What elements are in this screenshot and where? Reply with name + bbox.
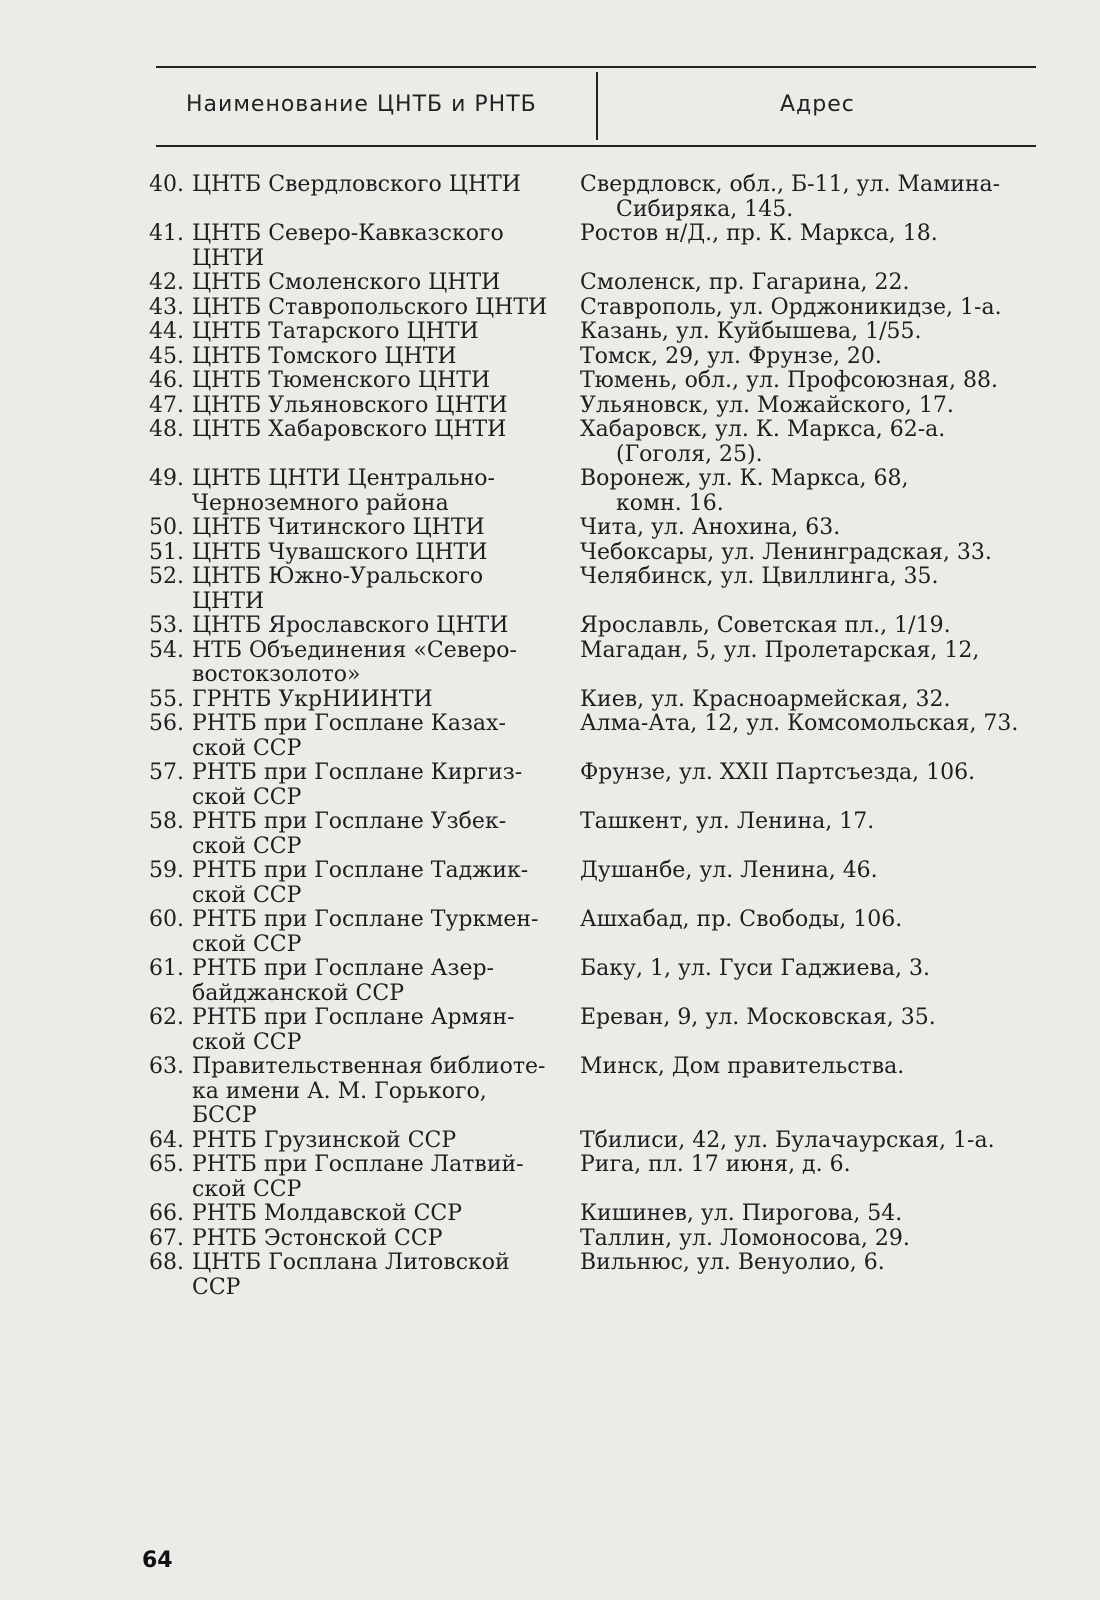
library-address-line: Тюмень, обл., ул. Профсоюзная, 88.: [580, 368, 999, 393]
library-address: [580, 712, 1040, 737]
library-name: [184, 418, 580, 443]
library-name: [184, 222, 580, 271]
library-name-line: ЦНТБ Томского ЦНТИ: [192, 343, 457, 369]
library-name-line: ЦНТБ Читинского ЦНТИ: [192, 515, 485, 540]
library-name: [184, 1227, 580, 1252]
row-number: 51.: [149, 539, 184, 565]
table-row: [140, 418, 1040, 467]
table-row: [140, 516, 1040, 541]
library-address: [580, 418, 1040, 467]
library-address: [580, 688, 1040, 713]
library-address-line: Хабаровск, ул. К. Маркса, 62-а.: [580, 417, 946, 442]
library-address-line: Фрунзе, ул. XXII Партсъезда, 106.: [580, 760, 976, 785]
library-address: [580, 614, 1040, 639]
library-address-line: Ереван, 9, ул. Московская, 35.: [580, 1005, 936, 1030]
row-number: 52.: [149, 564, 184, 589]
library-address: [580, 467, 1040, 516]
library-address: [580, 541, 1040, 566]
row-number: 46.: [149, 368, 184, 393]
library-name-line: ЦНТБ Ульяновского ЦНТИ: [192, 392, 508, 418]
table-row: [140, 271, 1040, 296]
library-name-line: Черноземного района: [192, 490, 449, 516]
library-address: [580, 1227, 1040, 1252]
library-name: [184, 859, 580, 908]
table-row: [140, 1202, 1040, 1227]
library-name: [184, 565, 580, 614]
library-name-line: ской ССР: [192, 735, 302, 761]
library-name-line: ЦНТБ Свердловского ЦНТИ: [192, 172, 521, 197]
library-address-line: Казань, ул. Куйбышева, 1/55.: [580, 319, 922, 344]
library-address: [580, 394, 1040, 419]
library-address-line: Сибиряка, 145.: [616, 196, 794, 222]
library-name-line: ЦНТБ Чувашского ЦНТИ: [192, 539, 488, 565]
library-address-line: Тбилиси, 42, ул. Булачаурская, 1-а.: [580, 1127, 995, 1153]
library-name-line: ЦНТИ: [192, 588, 265, 614]
row-number: 42.: [149, 270, 184, 295]
table-row: [140, 1055, 1040, 1129]
library-name-line: ЦНТБ Татарского ЦНТИ: [192, 319, 479, 344]
header-column-divider: [596, 72, 598, 140]
library-name-line: НТБ Объединения «Северо-: [192, 637, 517, 663]
library-name: [184, 957, 580, 1006]
library-name: [184, 908, 580, 957]
table-row: [140, 810, 1040, 859]
row-number: 54.: [149, 637, 184, 663]
library-name: [184, 320, 580, 345]
library-name-line: ской ССР: [192, 833, 302, 859]
table-row: [140, 1227, 1040, 1252]
library-name-line: ка имени А. М. Горького,: [192, 1078, 487, 1104]
library-name: [184, 173, 580, 198]
library-address-line: Алма-Ата, 12, ул. Комсомольская, 73.: [580, 711, 1019, 736]
library-name: [184, 1129, 580, 1154]
library-address-line: Вильнюс, ул. Венуолио, 6.: [580, 1250, 885, 1275]
table-row: [140, 712, 1040, 761]
library-address: [580, 810, 1040, 835]
library-name-line: РНТБ Грузинской ССР: [192, 1127, 457, 1153]
table-row: [140, 1153, 1040, 1202]
header-address-column: Адрес: [780, 92, 855, 117]
library-address: [580, 1055, 1040, 1080]
library-address-line: Смоленск, пр. Гагарина, 22.: [580, 270, 910, 295]
library-name-line: ЦНТБ ЦНТИ Центрально-: [192, 466, 495, 491]
row-number: 63.: [149, 1054, 184, 1079]
library-address: [580, 173, 1040, 222]
library-name-line: ЦНТБ Ставропольского ЦНТИ: [192, 294, 548, 320]
library-name-line: ской ССР: [192, 1029, 302, 1055]
table-row: [140, 320, 1040, 345]
row-number: 65.: [149, 1152, 184, 1177]
library-name-line: ГРНТБ УкрНИИНТИ: [192, 686, 433, 712]
library-name: [184, 516, 580, 541]
library-address: [580, 908, 1040, 933]
library-address-line: Киев, ул. Красноармейская, 32.: [580, 686, 951, 712]
library-address: [580, 565, 1040, 590]
row-number: 47.: [149, 392, 184, 418]
row-number: 61.: [149, 956, 184, 981]
library-name-line: ЦНТБ Тюменского ЦНТИ: [192, 368, 491, 393]
page-number: 64: [142, 1548, 173, 1573]
library-name-line: РНТБ при Госплане Латвий-: [192, 1152, 524, 1177]
library-address: [580, 271, 1040, 296]
library-name-line: байджанской ССР: [192, 980, 405, 1006]
library-address: [580, 761, 1040, 786]
table-row: [140, 1006, 1040, 1055]
library-address: [580, 345, 1040, 370]
table-row: [140, 541, 1040, 566]
library-name: [184, 296, 580, 321]
library-address-line: Таллин, ул. Ломоносова, 29.: [580, 1225, 910, 1251]
library-address-line: Ашхабад, пр. Свободы, 106.: [580, 907, 903, 932]
library-address-line: Ташкент, ул. Ленина, 17.: [580, 809, 875, 834]
library-address-line: Томск, 29, ул. Фрунзе, 20.: [580, 343, 882, 369]
library-address-line: Ростов н/Д., пр. К. Маркса, 18.: [580, 221, 938, 246]
table-row: [140, 1129, 1040, 1154]
library-name-line: РНТБ Молдавской ССР: [192, 1201, 463, 1226]
row-number: 60.: [149, 907, 184, 932]
table-row: [140, 614, 1040, 639]
row-number: 45.: [149, 343, 184, 369]
table-row: [140, 688, 1040, 713]
table-row: [140, 296, 1040, 321]
library-name: [184, 688, 580, 713]
library-name-line: РНТБ при Госплане Туркмен-: [192, 907, 539, 932]
table-row: [140, 639, 1040, 688]
library-address-line: Челябинск, ул. Цвиллинга, 35.: [580, 564, 939, 589]
library-address-line: Ульяновск, ул. Можайского, 17.: [580, 392, 954, 418]
table-body: [140, 173, 1040, 1300]
table-row: [140, 222, 1040, 271]
library-address: [580, 1202, 1040, 1227]
library-name: [184, 271, 580, 296]
library-address-line: Душанбе, ул. Ленина, 46.: [580, 858, 878, 883]
table-row: [140, 859, 1040, 908]
library-name: [184, 345, 580, 370]
table-row: [140, 369, 1040, 394]
library-name-line: РНТБ при Госплане Таджик-: [192, 858, 529, 883]
library-name-line: РНТБ при Госплане Киргиз-: [192, 760, 523, 785]
row-number: 59.: [149, 858, 184, 883]
library-address-line: Кишинев, ул. Пирогова, 54.: [580, 1201, 903, 1226]
library-address: [580, 639, 1040, 664]
row-number: 48.: [149, 417, 184, 442]
library-name: [184, 810, 580, 859]
library-name-line: ЦНТБ Хабаровского ЦНТИ: [192, 417, 507, 442]
row-number: 56.: [149, 711, 184, 736]
table-top-rule: [156, 66, 1036, 68]
library-name-line: ЦНТБ Северо-Кавказского: [192, 221, 504, 246]
row-number: 41.: [149, 221, 184, 246]
library-address: [580, 320, 1040, 345]
library-address-line: Ставрополь, ул. Орджоникидзе, 1-а.: [580, 294, 1002, 320]
library-address: [580, 1129, 1040, 1154]
library-name-line: ЦНТБ Смоленского ЦНТИ: [192, 270, 501, 295]
library-name-line: РНТБ при Госплане Казах-: [192, 711, 506, 736]
row-number: 50.: [149, 515, 184, 540]
table-row: [140, 394, 1040, 419]
library-name: [184, 712, 580, 761]
library-address-line: Чебоксары, ул. Ленинградская, 33.: [580, 539, 992, 565]
library-address: [580, 957, 1040, 982]
library-address-line: Свердловск, обл., Б-11, ул. Мамина-: [580, 172, 1001, 197]
row-number: 62.: [149, 1005, 184, 1030]
library-name-line: РНТБ при Госплане Армян-: [192, 1005, 515, 1030]
library-name-line: ской ССР: [192, 1176, 302, 1202]
library-name-line: ЦНТБ Ярославского ЦНТИ: [192, 613, 509, 638]
library-address: [580, 516, 1040, 541]
table-row: [140, 565, 1040, 614]
row-number: 53.: [149, 613, 184, 638]
library-name-line: РНТБ Эстонской ССР: [192, 1225, 443, 1251]
library-name-line: РНТБ при Госплане Азер-: [192, 956, 494, 981]
row-number: 40.: [149, 172, 184, 197]
library-name-line: ской ССР: [192, 784, 302, 810]
library-name-line: БССР: [192, 1103, 257, 1128]
library-name: [184, 614, 580, 639]
library-name-line: ССР: [192, 1274, 241, 1300]
row-number: 66.: [149, 1201, 184, 1226]
library-name: [184, 369, 580, 394]
library-name: [184, 1153, 580, 1202]
table-row: [140, 1251, 1040, 1300]
row-number: 57.: [149, 760, 184, 785]
library-address-line: Воронеж, ул. К. Маркса, 68,: [580, 466, 909, 491]
row-number: 43.: [149, 294, 184, 320]
library-name: [184, 761, 580, 810]
row-number: 67.: [149, 1225, 184, 1251]
library-address-line: Минск, Дом правительства.: [580, 1054, 905, 1079]
library-name-line: ской ССР: [192, 931, 302, 957]
library-name-line: востокзолото»: [192, 662, 361, 687]
row-number: 49.: [149, 466, 184, 491]
library-address-line: Магадан, 5, ул. Пролетарская, 12,: [580, 637, 980, 663]
library-name-line: ЦНТБ Южно-Уральского: [192, 564, 484, 589]
library-address: [580, 296, 1040, 321]
library-address: [580, 369, 1040, 394]
row-number: 44.: [149, 319, 184, 344]
library-name: [184, 1251, 580, 1300]
table-header-rule: [156, 145, 1036, 147]
library-address: [580, 859, 1040, 884]
library-address: [580, 222, 1040, 247]
table-row: [140, 173, 1040, 222]
library-name: [184, 1006, 580, 1055]
library-name: [184, 467, 580, 516]
library-name: [184, 1202, 580, 1227]
library-address-line: Чита, ул. Анохина, 63.: [580, 515, 841, 540]
library-name-line: РНТБ при Госплане Узбек-: [192, 809, 507, 834]
row-number: 64.: [149, 1127, 184, 1153]
library-address: [580, 1251, 1040, 1276]
library-name-line: Правительственная библиоте-: [192, 1054, 546, 1079]
table-row: [140, 908, 1040, 957]
library-address-line: комн. 16.: [616, 490, 724, 516]
library-address-line: (Гоголя, 25).: [616, 441, 763, 467]
header-name-column: Наименование ЦНТБ и РНТБ: [186, 92, 537, 117]
library-address: [580, 1153, 1040, 1178]
row-number: 68.: [149, 1250, 184, 1275]
library-name: [184, 541, 580, 566]
library-name-line: ЦНТБ Госплана Литовской: [192, 1250, 510, 1275]
library-address-line: Баку, 1, ул. Гуси Гаджиева, 3.: [580, 956, 930, 981]
table-row: [140, 345, 1040, 370]
library-address-line: Рига, пл. 17 июня, д. 6.: [580, 1152, 851, 1177]
library-address: [580, 1006, 1040, 1031]
library-name: [184, 1055, 580, 1129]
library-address-line: Ярославль, Советская пл., 1/19.: [580, 613, 951, 638]
row-number: 58.: [149, 809, 184, 834]
table-row: [140, 761, 1040, 810]
library-name: [184, 394, 580, 419]
library-name: [184, 639, 580, 688]
library-name-line: ской ССР: [192, 882, 302, 908]
table-row: [140, 467, 1040, 516]
library-name-line: ЦНТИ: [192, 245, 265, 271]
table-row: [140, 957, 1040, 1006]
row-number: 55.: [149, 686, 184, 712]
